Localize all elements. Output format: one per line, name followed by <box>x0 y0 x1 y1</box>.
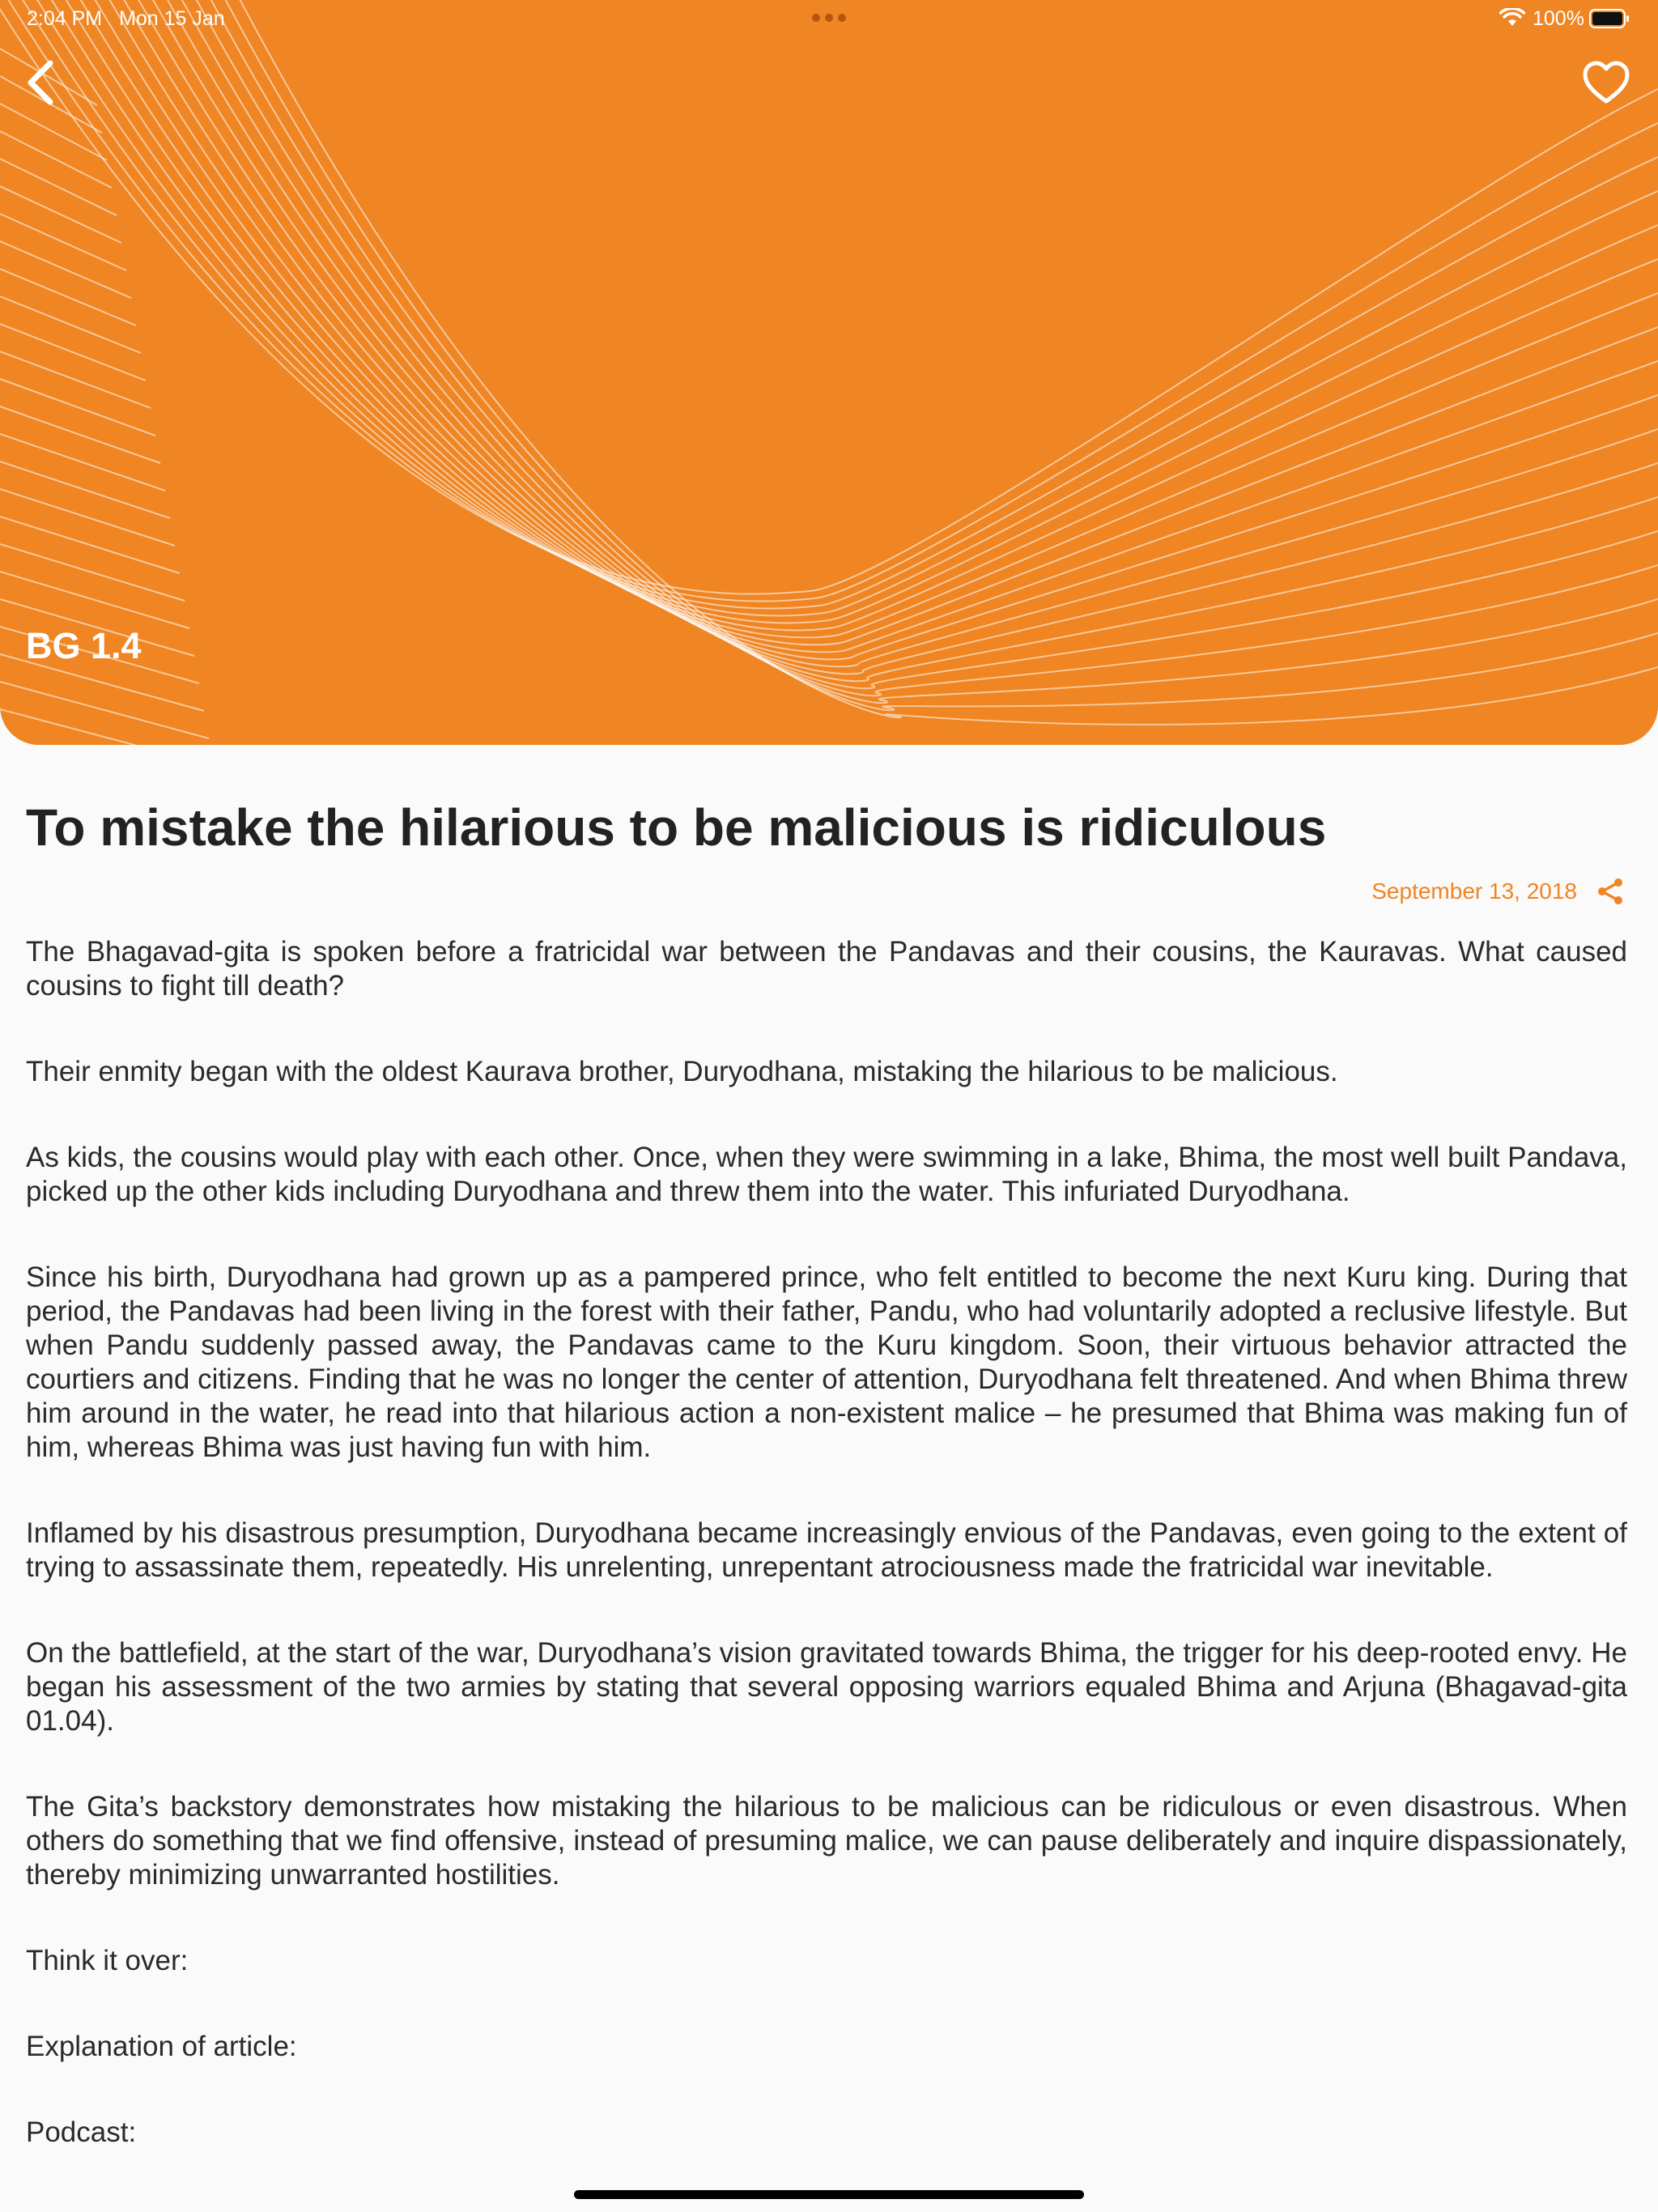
article-title: To mistake the hilarious to be malicious is ridiculous <box>26 798 1327 857</box>
article-paragraph: As kids, the cousins would play with each other. Once, when they were swimming in a lake, Bhima, the most well built Pandava, picked up the other kids including Duryodhana and threw them into the water. This infuriated Duryodhana. <box>26 1142 1627 1207</box>
article-paragraph: Inflamed by his disastrous presumption, Duryodhana became increasingly envious of the Pandavas, even going to the extent of trying to assassinate them, repeatedly. His unrelenting, unrepentant atrociousness made the fratricidal war inevitable. <box>26 1517 1627 1583</box>
share-icon[interactable] <box>1595 876 1626 907</box>
podcast-label: Podcast: <box>26 2116 137 2148</box>
back-chevron-icon[interactable] <box>21 58 60 107</box>
header-banner <box>0 0 1658 745</box>
think-it-over-label: Think it over: <box>26 1945 189 1976</box>
status-date: Mon 15 Jan <box>119 7 225 30</box>
article-date: September 13, 2018 <box>1371 878 1577 904</box>
status-time: 2:04 PM <box>27 7 103 30</box>
multitasking-dots-icon[interactable] <box>812 14 846 22</box>
article-body <box>26 935 1627 2201</box>
battery-percentage: 100% <box>1533 7 1584 30</box>
battery-icon <box>1589 9 1630 28</box>
article-paragraph: The Bhagavad-gita is spoken before a fratricidal war between the Pandavas and their cousins, the Kauravas. What caused cousins to fight till death? <box>26 936 1627 1002</box>
article-paragraph: On the battlefield, at the start of the war, Duryodhana’s vision gravitated towards Bhima, the trigger for his deep-rooted envy. He began his assessment of the two armies by stating that several opposing warriors equaled Bhima and Arjuna (Bhagavad-gita 01.04). <box>26 1637 1627 1737</box>
status-bar <box>0 0 1658 37</box>
favorite-heart-icon[interactable] <box>1582 60 1630 105</box>
explanation-label: Explanation of article: <box>26 2031 297 2062</box>
article-paragraph: Since his birth, Duryodhana had grown up as a pampered prince, who felt entitled to become the next Kuru king. During that period, the Pandavas had been living in the forest with their father, Pandu, who had voluntarily adopted a reclusive lifestyle. But when Pandu suddenly passed away, the Pandavas came to the Kuru kingdom. Soon, their virtuous behavior attracted the courtiers and citizens. Finding that he was no longer the center of attention, Duryodhana felt threatened. And when Bhima threw him around in the water, he read into that hilarious action a non-existent malice – he presumed that Bhima was making fun of him, whereas Bhima was just having fun with him. <box>26 1261 1627 1463</box>
wave-pattern-decoration <box>0 0 1658 745</box>
article-paragraph: Their enmity began with the oldest Kaurava brother, Duryodhana, mistaking the hilarious to be malicious. <box>26 1056 1338 1087</box>
article-paragraph: The Gita’s backstory demonstrates how mistaking the hilarious to be malicious can be ridiculous or even disastrous. When others do something that we find offensive, instead of presuming malice, we can pause deliberately and inquire dispassionately, thereby minimizing unwarranted hostilities. <box>26 1791 1627 1891</box>
verse-reference: BG 1.4 <box>26 625 142 666</box>
home-indicator[interactable] <box>574 2190 1084 2199</box>
article-meta <box>1371 874 1626 908</box>
wifi-icon <box>1499 8 1525 28</box>
